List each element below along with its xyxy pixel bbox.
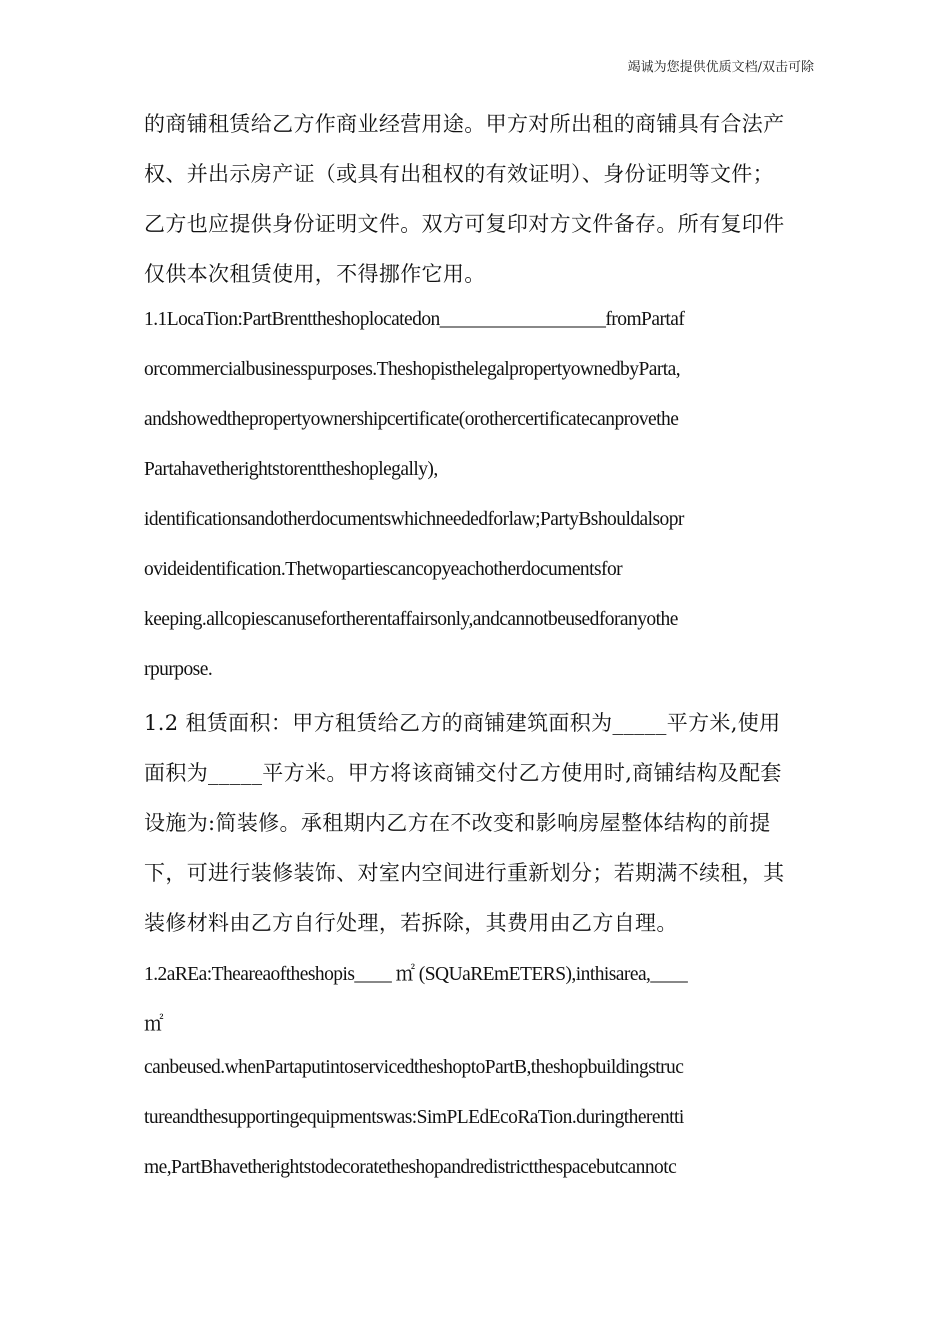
body-line: keeping.allcopiescanusefortherentaffairsonly,andcannotbeusedforanyothe [144,609,678,630]
body-line: 1.2 租赁面积：甲方租赁给乙方的商铺建筑面积为_____平方米,使用 [144,711,781,735]
body-line: canbeused.whenPartaputintoservicedtheshoptoPartB,theshopbuildingstruc [144,1057,684,1078]
body-line: 仅供本次租赁使用，不得挪作它用。 [144,262,486,286]
body-line: orcommercialbusinesspurposes.Theshopisthelegalpropertyownedby​Parta, [144,359,681,380]
body-line: 下，可进行装修装饰、对室内空间进行重新划分；若期满不续租，其 [144,861,785,885]
body-line: 面积为_____平方米。甲方将该商铺交付乙方使用时,商铺结构及配套 [144,761,782,785]
body-line: identificationsandotherdocumentswhichneededforlaw;PartyBshouldalsopr [144,509,684,530]
body-line: rpurpose. [144,659,213,680]
body-line: 的商铺租赁给乙方作商业经营用途。甲方对所出租的商铺具有合法产 [144,112,785,136]
body-line: 设施为:简装修。承租期内乙方在不改变和影响房屋整体结构的前提 [144,811,771,835]
body-line: ovideidentification.Thetwopartiescancopyeachotherdocumentsfor [144,559,623,580]
body-line: 1.1LocaTion:PartBrenttheshoplocatedon__________________fromPartaf [144,309,685,330]
body-line: me,PartBhavetherightstodecoratetheshopandredistrictthespacebutcannotc [144,1157,677,1178]
body-line: andshowedthepropertyownershipcertificate(orothercertificatecanprovethe [144,409,679,430]
body-line: 乙方也应提供身份证明文件。双方可复印对方文件备存。所有复印件 [144,212,785,236]
body-line: Partahavetherightstorenttheshoplegally), [144,459,438,480]
body-line: 装修材料由乙方自行处理，若拆除，其费用由乙方自理。 [144,911,678,935]
page-header-note: 竭诚为您提供优质文档/双击可除 [627,60,814,75]
body-line: 1.2aREa:Theareaoftheshopis____ ㎡ (SQUaREmETERS),inthisarea,____ [144,964,688,985]
body-line: tureandthesupportingequipmentswas:SimPLEdEcoRaTion.duringtherentti [144,1107,684,1128]
body-line: ㎡ [144,1014,163,1035]
body-line: 权、并出示房产证（或具有出租权的有效证明）、身份证明等文件； [144,162,774,186]
